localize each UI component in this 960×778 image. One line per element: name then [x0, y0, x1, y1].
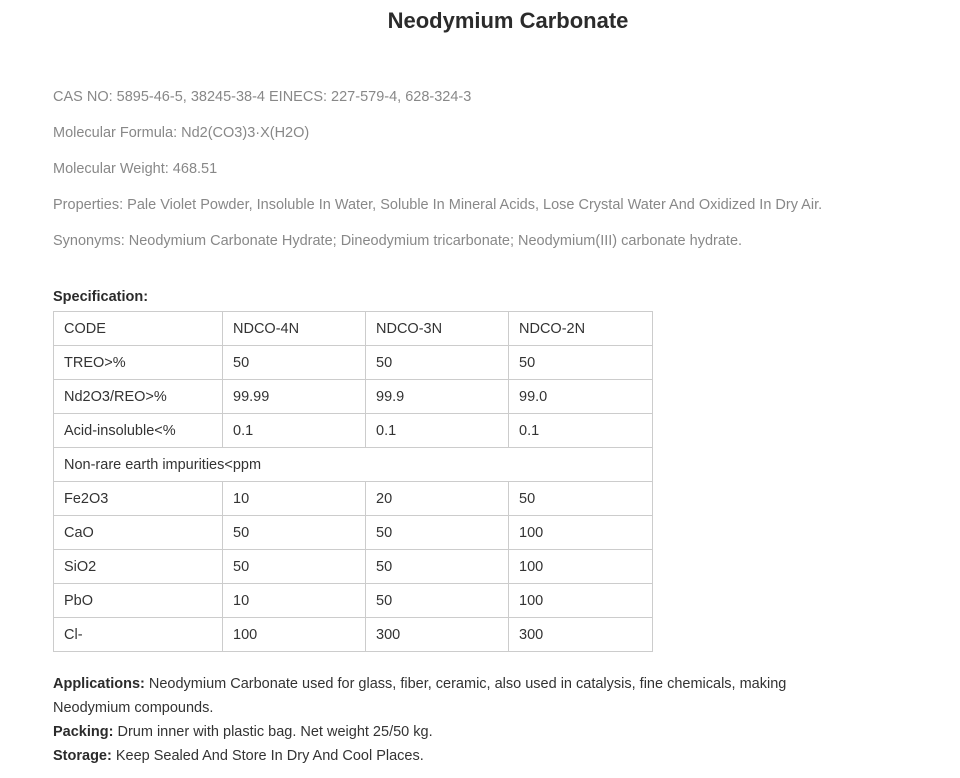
table-row — [54, 380, 653, 414]
table-cell: Nd2O3/REO>% — [54, 380, 223, 414]
table-cell: 50 — [223, 516, 366, 550]
property-list — [53, 86, 933, 266]
table-row — [54, 414, 653, 448]
table-cell: Cl- — [54, 618, 223, 652]
table-cell: 100 — [509, 550, 653, 584]
applications-note — [53, 672, 853, 720]
applications-label: Applications: — [53, 676, 145, 692]
cas-number: CAS NO: 5895-46-5, 38245-38-4 EINECS: 227-579-4, 628-324-3 — [53, 89, 472, 105]
table-section-row — [54, 448, 653, 482]
table-cell: 50 — [366, 516, 509, 550]
table-cell: CODE — [54, 312, 223, 346]
table-cell: 0.1 — [366, 414, 509, 448]
table-cell: 0.1 — [509, 414, 653, 448]
molecular-formula: Molecular Formula: Nd2(CO3)3·X(H2O) — [53, 125, 310, 141]
table-cell: 50 — [366, 550, 509, 584]
table-cell: 300 — [366, 618, 509, 652]
table-cell: NDCO-2N — [509, 312, 653, 346]
packing-note — [53, 720, 853, 744]
table-row — [54, 584, 653, 618]
storage-text: Keep Sealed And Store In Dry And Cool Places. — [111, 748, 424, 764]
packing-label: Packing: — [53, 724, 114, 740]
table-cell: 50 — [366, 346, 509, 380]
table-cell: 50 — [509, 482, 653, 516]
table-cell: 100 — [223, 618, 366, 652]
storage-label: Storage: — [53, 748, 112, 764]
properties-description: Properties: Pale Violet Powder, Insoluble In Water, Soluble In Mineral Acids, Lose Crystal Water And Oxidized In Dry Air. — [53, 197, 823, 213]
table-cell: 0.1 — [223, 414, 366, 448]
table-row — [54, 346, 653, 380]
storage-note — [53, 744, 853, 768]
table-cell: 100 — [509, 584, 653, 618]
table-row — [54, 550, 653, 584]
table-cell: 20 — [366, 482, 509, 516]
table-cell: SiO2 — [54, 550, 223, 584]
table-cell: CaO — [54, 516, 223, 550]
table-cell: 50 — [223, 550, 366, 584]
table-row — [54, 618, 653, 652]
molecular-weight: Molecular Weight: 468.51 — [53, 161, 218, 177]
table-cell: 99.9 — [366, 380, 509, 414]
table-header-row — [54, 312, 653, 346]
table-cell: TREO>% — [54, 346, 223, 380]
table-row — [54, 482, 653, 516]
table-cell: 99.99 — [223, 380, 366, 414]
table-cell: Fe2O3 — [54, 482, 223, 516]
table-cell: 300 — [509, 618, 653, 652]
table-cell: 99.0 — [509, 380, 653, 414]
applications-text: Neodymium Carbonate used for glass, fiber, ceramic, also used in catalysis, fine chemicals, making Neodymium compounds. — [53, 676, 787, 716]
table-cell: 10 — [223, 584, 366, 618]
impurities-section-label: Non-rare earth impurities<ppm — [54, 448, 653, 482]
table-cell: Acid-insoluble<% — [54, 414, 223, 448]
table-cell: PbO — [54, 584, 223, 618]
packing-text: Drum inner with plastic bag. Net weight 25/50 kg. — [113, 724, 433, 740]
product-notes — [53, 672, 853, 768]
synonyms: Synonyms: Neodymium Carbonate Hydrate; Dineodymium tricarbonate; Neodymium(III) carbonate hydrate. — [53, 233, 743, 249]
table-cell: 100 — [509, 516, 653, 550]
table-cell: 10 — [223, 482, 366, 516]
page-title: Neodymium Carbonate — [387, 8, 629, 33]
table-cell: 50 — [509, 346, 653, 380]
table-cell: NDCO-4N — [223, 312, 366, 346]
table-cell: NDCO-3N — [366, 312, 509, 346]
table-row — [54, 516, 653, 550]
table-cell: 50 — [366, 584, 509, 618]
table-cell: 50 — [223, 346, 366, 380]
specification-label: Specification: — [53, 289, 149, 305]
specification-table — [53, 311, 653, 652]
